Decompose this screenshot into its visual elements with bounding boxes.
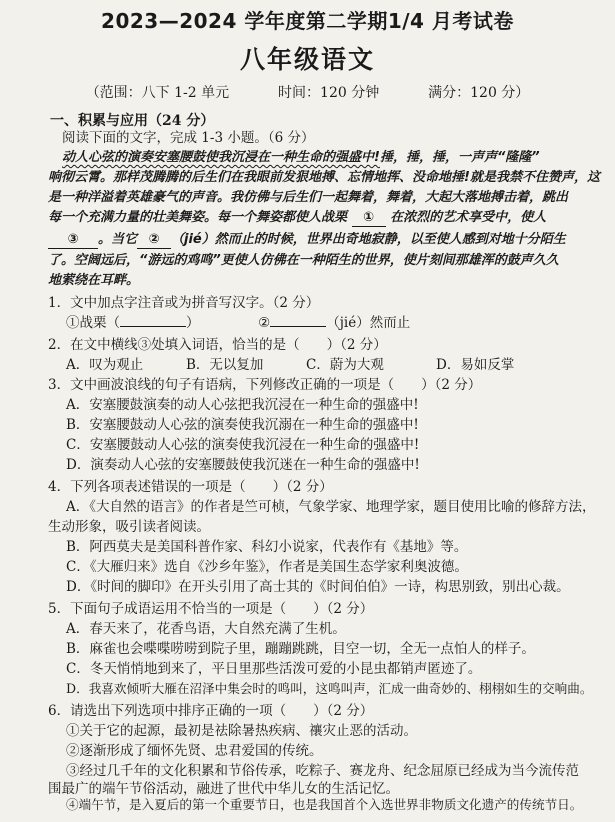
question-5: 5．下面句子成语运用不恰当的一项是（ ）（2 分） [48, 601, 374, 617]
statement-3: ③经过几千年的文化积累和节俗传承，吃粽子、赛龙舟、纪念屈原已经成为当今流传范 [66, 763, 579, 779]
passage-line-2 [48, 170, 600, 186]
passage-text: 捶，捶，捶，一声声“隆隆” [379, 150, 540, 165]
option-b[interactable]: B．麻雀也会喋喋唠唠到院子里，蹦蹦跳跳，目空一切，全无一点怕人的样子。 [66, 641, 535, 657]
statement-4: ④端午节，是入夏后的第一个重要节日，也是我国首个入选世界非物质文化遗产的传统节日。 [66, 797, 583, 812]
passage-text: 我禁不住赞声，这 [495, 170, 600, 185]
passage-text: 就是 [469, 170, 496, 185]
blank-3: ③ [48, 232, 98, 249]
option-c[interactable]: C．蔚为大观 [306, 357, 384, 373]
option-d[interactable]: D．易如反掌 [436, 357, 515, 373]
option-c[interactable]: C．安塞腰鼓动人心弦的演奏使我沉浸在一种生命的强盛中! [66, 437, 420, 453]
question-1: 1．文中加点字注音或为拼音写汉字。（2 分） [48, 295, 320, 311]
range-label: （范围：八下 1-2 单元 [85, 85, 230, 101]
answer-blank[interactable] [270, 326, 326, 327]
option-text: ） [186, 315, 200, 331]
option-a[interactable]: A．春天来了，花香鸟语，大自然充满了生机。 [66, 621, 346, 637]
statement-3-cont: 围最广的端午节俗活动，融进了世代中华儿女的生活记忆。 [48, 781, 399, 797]
question-2: 2．在文中横线③处填入词语，恰当的是（ ）（2 分） [48, 337, 387, 353]
wavy-sentence: 动人心弦的演奏安塞腰鼓使我沉浸在一种生命的强盛中! [62, 150, 380, 165]
blank-2: ② [137, 232, 171, 249]
option-text: （jié）然而止 [326, 315, 411, 331]
exam-meta [0, 82, 615, 102]
score-label: 满分：120 分） [428, 85, 530, 101]
question-1-answers [66, 315, 410, 331]
passage-text: 。当它 [98, 232, 138, 247]
passage-line-7: 地萦绕在耳畔。 [48, 273, 140, 288]
statement-2: ②逐渐形成了缅怀先贤、忠君爱国的传统。 [66, 743, 323, 759]
question-2-options [66, 357, 514, 373]
option-c[interactable]: C．《大雁归来》选自《沙乡年鉴》，作者是美国生态学家利奥波德。 [66, 559, 468, 575]
answer-blank[interactable] [120, 326, 186, 327]
option-b[interactable]: B．无以复加 [186, 357, 264, 373]
subject-title: 八年级语文 [239, 45, 375, 74]
option-a[interactable]: A．《大自然的语言》的作者是竺可桢，气象学家、地理学家，题目使用比喻的修辞方法， [66, 499, 596, 515]
reading-intro: 阅读下面的文字，完成 1-3 小题。（6 分） [62, 130, 315, 146]
passage-text: 在浓烈的艺术享受中，使人 [390, 210, 547, 225]
option-d[interactable]: D．我喜欢倾听大雁在沼泽中集会时的鸣叫，这鸣叫声，汇成一曲奇妙的、栩栩如生的交响曲。 [66, 681, 593, 696]
exam-title: 2023—2024 学年度第二学期1/4 月考试卷 [101, 9, 514, 33]
option-text: ② [258, 315, 271, 331]
passage-line-1 [62, 150, 540, 166]
time-label: 时间：120 分钟 [278, 85, 380, 101]
option-text: ①战栗（ [66, 315, 120, 331]
option-a[interactable]: A．安塞腰鼓演奏的动人心弦把我沉浸在一种生命的强盛中! [66, 397, 419, 413]
question-6: 6．请选出下列选项中排序正确的一项（ ）（2 分） [48, 703, 374, 719]
passage-text: 每一个充满力量的壮美舞姿。每一个舞姿都使人战栗 [48, 210, 348, 225]
statement-1: ①关于它的起源，最初是祛除暑热疾病、禳灾止恶的活动。 [66, 723, 417, 739]
passage-text: （jié）然而止的时候，世界出奇地寂静，以至使人感到对地十分陌生 [171, 232, 566, 247]
option-a-cont: 生动形象，吸引读者阅读。 [48, 519, 210, 535]
question-3: 3．文中画波浪线的句子有语病，下列修改正确的一项是（ ）（2 分） [48, 377, 482, 393]
passage-line-4 [48, 210, 546, 227]
option-a[interactable]: A．叹为观止 [66, 357, 144, 373]
passage-line-5 [48, 232, 566, 249]
section-heading: 一、积累与应用（24 分） [50, 113, 215, 129]
option-d[interactable]: D．《时间的脚印》在开头引用了高士其的《时间伯伯》一诗，构思别致，别出心裁。 [66, 579, 570, 595]
option-b[interactable]: B．安塞腰鼓动人心弦的演奏使我沉溺在一种生命的强盛中! [66, 417, 419, 433]
passage-line-6: 了。空阔远后，“游远的鸡鸣”更使人仿佛在一种陌生的世界，使片刻间那雄浑的鼓声久久 [48, 253, 559, 268]
option-c[interactable]: C．冬天悄悄地到来了，平日里那些活泼可爱的小昆虫都销声匿迹了。 [66, 661, 482, 677]
blank-1: ① [352, 210, 386, 227]
option-b[interactable]: B．阿西莫夫是美国科普作家、科幻小说家，代表作有《基地》等。 [66, 539, 468, 555]
question-4: 4．下列各项表述错误的一项是（ ）（2 分） [48, 479, 333, 495]
option-d[interactable]: D．演奏动人心弦的安塞腰鼓使我沉迷在一种生命的强盛中! [66, 457, 420, 473]
passage-line-3: 是一种洋溢着英雄豪气的声音。我仿佛与后生们一起舞着，舞着，大起大落地搏击着，跳出 [48, 190, 569, 205]
passage-text: 响彻云霄。那样茂腾腾的后生们在我眼前发狠地搏、忘情地挥、没命地捶! [48, 170, 470, 185]
